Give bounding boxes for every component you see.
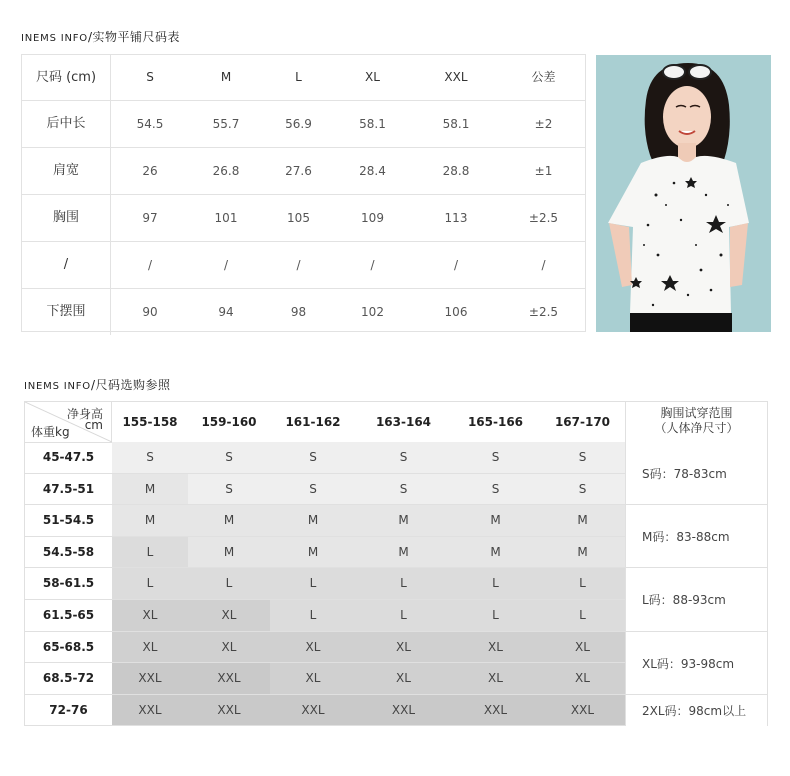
size-recommendation: M (540, 537, 625, 568)
measurement-label: 下摆围 (22, 289, 111, 335)
measurement-value: 58.1 (442, 117, 470, 131)
weight-range: 58-61.5 (25, 568, 113, 600)
measurement-value: / (453, 258, 459, 272)
bust-range: S码：78-83cm (625, 442, 767, 505)
size-recommendation: XL (356, 632, 451, 663)
weight-range: 61.5-65 (25, 600, 113, 632)
table-row (22, 289, 585, 335)
size-recommendation: XL (451, 632, 540, 663)
measurement-value: ±2 (534, 117, 553, 131)
range-header-line2: （人体净尺寸） (654, 421, 739, 435)
title-brand: INEMS INFO (21, 33, 88, 44)
garment-size-table (21, 54, 586, 332)
weight-range: 47.5-51 (25, 474, 113, 506)
size-recommendation: L (451, 600, 540, 631)
bust-range: XL码：93-98cm (625, 632, 767, 695)
range-header-line1: 胸围试穿范围 (660, 406, 733, 420)
measurement-label: 后中长 (22, 101, 111, 147)
weight-axis-label: 体重kg (31, 425, 70, 439)
size-header: M (220, 70, 232, 84)
table-row (25, 600, 625, 632)
size-recommendation: XL (451, 663, 540, 694)
table-row (25, 695, 625, 727)
size-header: L (295, 70, 302, 84)
size-recommendation: S (270, 474, 356, 505)
size-recommendation: XL (188, 632, 270, 663)
weight-range: 45-47.5 (25, 442, 113, 474)
bust-range: 2XL码：98cm以上 (625, 695, 767, 727)
height-range-header: 167-170 (554, 415, 611, 429)
measurement-value: / (370, 258, 375, 272)
table-row (25, 632, 625, 664)
measurement-value: ±2.5 (528, 305, 559, 319)
table-header-row (22, 55, 585, 101)
measurement-value: 55.7 (212, 117, 240, 131)
table-row (25, 474, 625, 506)
measurement-value: / (296, 258, 301, 272)
size-recommendation: M (451, 505, 540, 536)
measurement-value: / (223, 258, 229, 272)
row-divider (25, 725, 625, 726)
size-recommendation: L (451, 568, 540, 599)
size-recommendation: XXL (356, 695, 451, 726)
height-range-header: 161-162 (285, 415, 341, 429)
weight-range: 54.5-58 (25, 537, 113, 569)
size-recommendation: S (270, 442, 356, 473)
table-row (22, 148, 585, 195)
table-row (22, 101, 585, 148)
size-recommendation: M (270, 537, 356, 568)
size-recommendation: XL (540, 632, 625, 663)
size-recommendation: XXL (188, 695, 270, 726)
size-recommendation: S (451, 442, 540, 473)
measurement-label: 胸围 (22, 195, 111, 241)
measurement-value: 27.6 (285, 164, 312, 178)
weight-range: 65-68.5 (25, 632, 113, 664)
size-recommendation: XXL (451, 695, 540, 726)
size-recommendation: S (188, 442, 270, 473)
size-recommendation: XXL (270, 695, 356, 726)
table-header-row (25, 402, 767, 443)
measurement-value: 94 (218, 305, 234, 319)
measurement-value: 28.4 (359, 164, 386, 178)
size-recommendation: XL (540, 663, 625, 694)
weight-range: 72-76 (25, 695, 113, 727)
measurement-value: 109 (361, 211, 384, 225)
size-recommendation: L (540, 600, 625, 631)
measurement-value: 26 (142, 164, 158, 178)
size-recommendation: XL (270, 632, 356, 663)
size-header: S (146, 70, 154, 84)
measurement-value: 97 (142, 211, 158, 225)
height-unit-label: cm (84, 418, 103, 432)
size-recommendation: M (356, 537, 451, 568)
measurement-value: 56.9 (285, 117, 312, 131)
size-recommendation: L (356, 568, 451, 599)
height-range-header: 163-164 (375, 415, 432, 429)
bust-range: L码：88-93cm (625, 568, 767, 631)
size-recommendation: XXL (540, 695, 625, 726)
size-recommendation: S (540, 442, 625, 473)
size-recommendation: M (188, 505, 270, 536)
table-row (25, 537, 625, 569)
size-table-title (21, 28, 180, 45)
title-brand: INEMS INFO (24, 381, 91, 392)
height-range-header: 165-166 (467, 415, 524, 429)
size-recommendation: M (112, 505, 188, 536)
height-range-header: 155-158 (122, 415, 178, 429)
size-recommendation: M (540, 505, 625, 536)
measurement-value: 54.5 (136, 117, 164, 131)
table-row (25, 442, 625, 474)
measurement-label: 肩宽 (22, 148, 111, 194)
bust-range: M码：83-88cm (625, 505, 767, 568)
measurement-value: 90 (142, 305, 158, 319)
measurement-value: 105 (287, 211, 310, 225)
size-guide-title (24, 376, 171, 393)
size-recommendation: L (270, 600, 356, 631)
size-recommendation: XL (270, 663, 356, 694)
size-recommendation: XL (112, 632, 188, 663)
measurement-value: 58.1 (359, 117, 386, 131)
measurement-value: ±1 (534, 164, 553, 178)
table-row (22, 242, 585, 289)
size-recommendation: M (188, 537, 270, 568)
size-recommendation: S (356, 474, 451, 505)
measurement-value: 101 (214, 211, 238, 225)
size-header: XL (365, 70, 380, 84)
size-recommendation: XXL (112, 663, 188, 694)
measurement-value: 98 (290, 305, 307, 319)
measurement-value: 113 (444, 211, 468, 225)
size-recommendation: S (356, 442, 451, 473)
measurement-value: 106 (444, 305, 468, 319)
size-recommendation: XL (188, 600, 270, 631)
size-recommendation: S (188, 474, 270, 505)
measurement-value: / (541, 258, 546, 272)
size-recommendation: L (356, 600, 451, 631)
corner-cell (25, 402, 112, 442)
size-recommendation: M (451, 537, 540, 568)
size-recommendation: XL (112, 600, 188, 631)
weight-range: 51-54.5 (25, 505, 113, 537)
model-photo (596, 55, 771, 332)
weight-range: 68.5-72 (25, 663, 113, 695)
size-recommendation: XXL (112, 695, 188, 726)
title-text: /尺码选购参照 (90, 378, 171, 392)
measurement-value: 26.8 (212, 164, 240, 178)
measurement-value: 102 (361, 305, 384, 319)
size-recommendation: L (188, 568, 270, 599)
size-recommendation: L (112, 537, 188, 568)
height-axis-label: 净身高 (66, 407, 103, 421)
size-recommendation: L (540, 568, 625, 599)
size-header: 公差 (531, 70, 556, 84)
size-recommendation: S (451, 474, 540, 505)
size-recommendation-table (24, 401, 768, 726)
measurement-value: / (147, 258, 153, 272)
size-header: XXL (444, 70, 468, 84)
table-row (25, 505, 625, 537)
size-unit-label: 尺码 (cm) (22, 55, 111, 100)
table-row (25, 663, 625, 695)
size-recommendation: XXL (188, 663, 270, 694)
measurement-value: 28.8 (442, 164, 470, 178)
size-recommendation: L (270, 568, 356, 599)
size-recommendation: S (540, 474, 625, 505)
table-row (22, 195, 585, 242)
size-recommendation: M (270, 505, 356, 536)
height-range-header: 159-160 (201, 415, 257, 429)
range-header (625, 402, 767, 442)
size-recommendation: M (356, 505, 451, 536)
table-row (25, 568, 625, 600)
size-recommendation: L (112, 568, 188, 599)
size-recommendation: S (112, 442, 188, 473)
size-recommendation: M (112, 474, 188, 505)
measurement-label: / (22, 242, 111, 288)
measurement-value: ±2.5 (528, 211, 559, 225)
title-text: /实物平铺尺码表 (87, 30, 181, 44)
size-recommendation: XL (356, 663, 451, 694)
